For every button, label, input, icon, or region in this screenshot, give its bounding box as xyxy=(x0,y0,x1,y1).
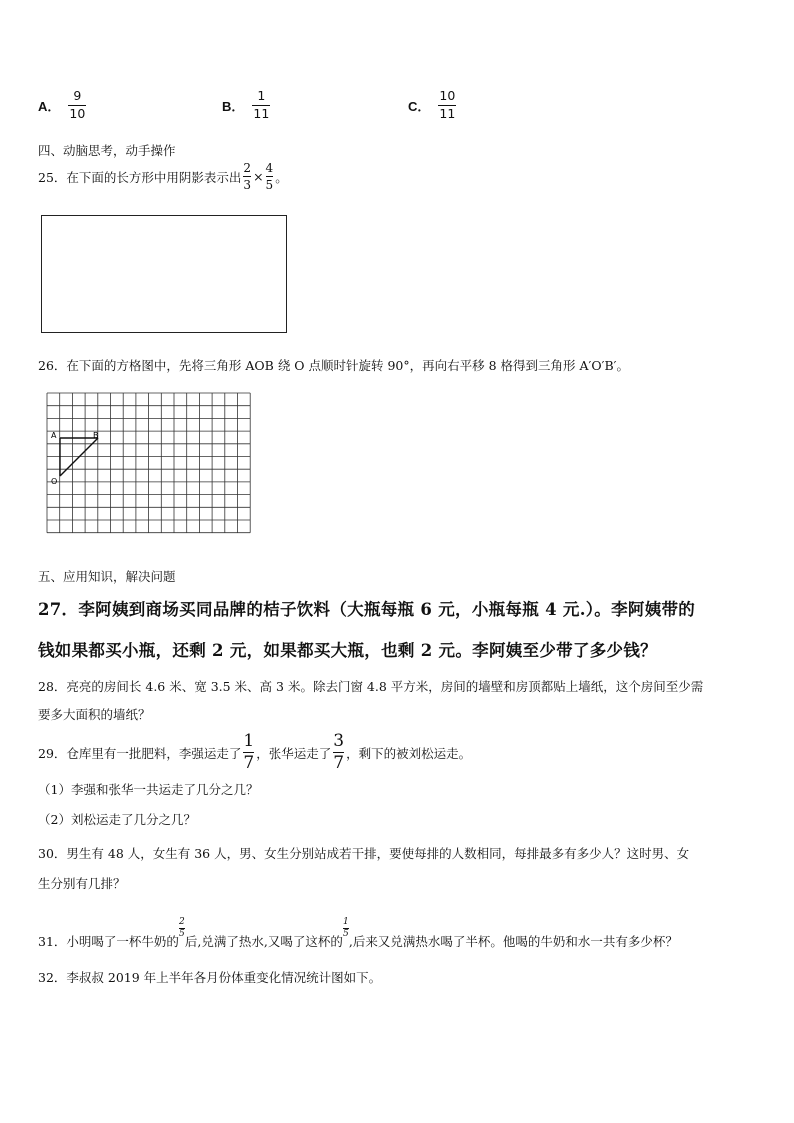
question-27-line-2: 钱如果都买小瓶，还剩 2 元，如果都买大瓶，也剩 2 元。李阿姨至少带了多少钱？ xyxy=(38,641,657,660)
choice-a-numerator: 9 xyxy=(73,88,82,103)
question-29-text-c: ，剩下的被刘松运走。 xyxy=(346,745,472,761)
q31-fraction-1 xyxy=(179,918,185,939)
question-31-text-b: 后,兑满了热水,又喝了这杯的 xyxy=(184,934,343,949)
q25-f2-numerator: 4 xyxy=(265,161,274,175)
question-29-text-b: ，张华运走了 xyxy=(256,745,332,761)
q29-f2-denominator: 7 xyxy=(333,753,345,773)
choice-b-denominator: 11 xyxy=(253,105,270,121)
q29-f1-denominator: 7 xyxy=(243,753,255,773)
q31-f1-denominator: 5 xyxy=(179,929,185,939)
q25-f1-denominator: 3 xyxy=(243,178,252,192)
choice-a-denominator: 10 xyxy=(69,105,86,121)
fraction-bar xyxy=(266,176,274,177)
square-grid[interactable] xyxy=(40,388,272,552)
question-25 xyxy=(38,162,288,191)
times-sign: × xyxy=(253,169,264,184)
shading-rectangle[interactable] xyxy=(41,215,287,333)
q25-f1-numerator: 2 xyxy=(243,161,252,175)
question-31-text-c: ,后来又兑满热水喝了半杯。他喝的牛奶和水一共有多少杯？ xyxy=(348,934,678,949)
question-28-line-1: 28．亮亮的房间长 4.6 米、宽 3.5 米、高 3 米。除去门窗 4.8 平方米，房间的墙壁和房顶都贴上墙纸，这个房间至少需 xyxy=(38,679,704,694)
question-27-line-1: 27．李阿姨到商场买同品牌的桔子饮料（大瓶每瓶 6 元，小瓶每瓶 4 元.）。李阿姨带的 xyxy=(38,600,696,619)
choice-c-fraction xyxy=(438,90,456,120)
q29-fraction-2 xyxy=(333,733,344,772)
question-31 xyxy=(38,917,678,953)
choice-b-numerator: 1 xyxy=(257,88,266,103)
choice-c-label: C． xyxy=(408,98,431,114)
choice-c-denominator: 11 xyxy=(439,105,456,121)
question-29-text-a: 29．仓库里有一批肥料，李强运走了 xyxy=(38,745,242,761)
point-b-label: B xyxy=(93,431,99,440)
section-5-title: 五、应用知识，解决问题 xyxy=(38,569,176,584)
section-4-title: 四、动脑思考，动手操作 xyxy=(38,143,176,158)
q29-f1-numerator: 1 xyxy=(243,731,255,751)
q29-fraction-1 xyxy=(243,733,254,772)
question-30-line-1: 30．男生有 48 人，女生有 36 人，男、女生分别站成若干排，要使每排的人数相同，每排最多有多少人？这时男、女 xyxy=(38,846,690,861)
point-a-label: A xyxy=(51,431,57,440)
choice-a-fraction xyxy=(68,90,86,120)
choice-c-numerator: 10 xyxy=(439,88,456,103)
q31-fraction-2 xyxy=(343,918,349,939)
q29-f2-numerator: 3 xyxy=(333,731,345,751)
choice-b xyxy=(222,90,272,120)
choice-c xyxy=(408,90,458,120)
question-25-end: 。 xyxy=(275,169,288,185)
point-o-label: O xyxy=(51,477,58,486)
q31-f2-numerator: 1 xyxy=(342,917,349,927)
choice-b-fraction xyxy=(252,90,270,120)
question-29-sub-1: （1）李强和张华一共运走了几分之几？ xyxy=(38,782,259,797)
question-32: 32．李叔叔 2019 年上半年各月份体重变化情况统计图如下。 xyxy=(38,970,382,985)
question-29-sub-2: （2）刘松运走了几分之几？ xyxy=(38,812,196,827)
choice-a-label: A． xyxy=(38,98,61,114)
question-25-text: 25．在下面的长方形中用阴影表示出 xyxy=(38,169,242,185)
q25-fraction-2 xyxy=(266,162,274,191)
q25-f2-denominator: 5 xyxy=(265,178,274,192)
choice-a xyxy=(38,90,88,120)
q31-f1-numerator: 2 xyxy=(179,917,185,927)
question-26: 26．在下面的方格图中，先将三角形 AOB 绕 O 点顺时针旋转 90°，再向右平移 8 格得到三角形 A′O′B′。 xyxy=(38,358,629,373)
q25-fraction-1 xyxy=(243,162,251,191)
question-29 xyxy=(38,733,471,772)
choice-b-label: B． xyxy=(222,98,245,114)
question-30-line-2: 生分别有几排？ xyxy=(38,876,126,891)
question-31-text-a: 31．小明喝了一杯牛奶的 xyxy=(38,934,179,949)
question-28-line-2: 要多大面积的墙纸？ xyxy=(38,707,151,722)
grid-lines xyxy=(47,393,250,533)
fraction-bar xyxy=(243,176,251,177)
q31-f2-denominator: 5 xyxy=(342,929,349,939)
